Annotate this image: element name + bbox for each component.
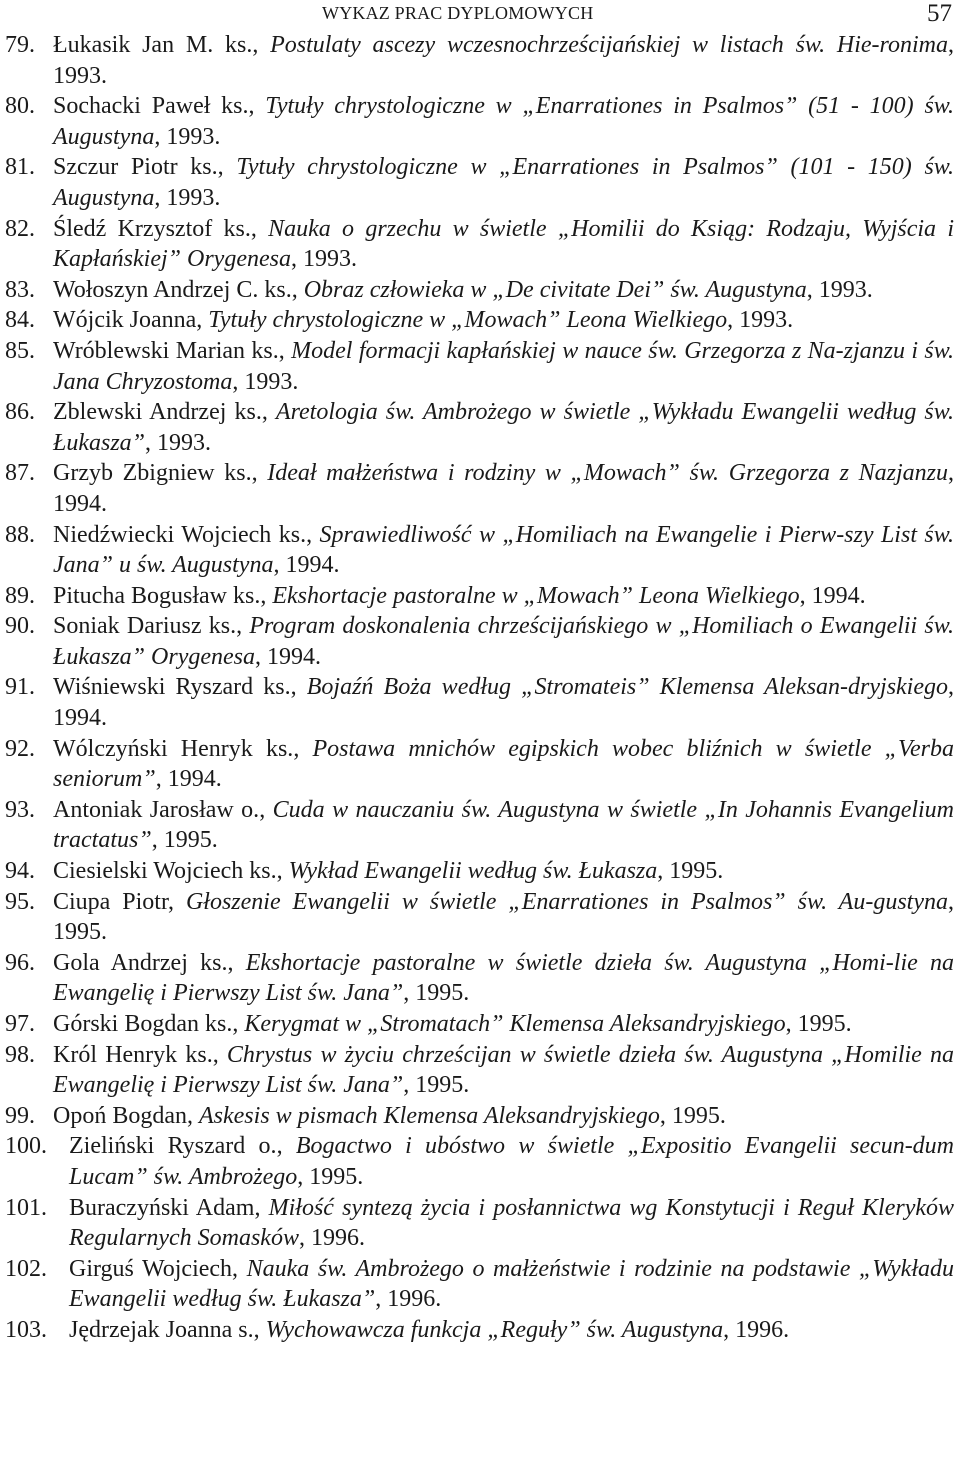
entry-author: Wójcik Joanna [53, 307, 197, 334]
entry-number: 92. [5, 735, 35, 762]
entry-text [53, 611, 960, 672]
entry-title: Głoszenie Ewangelii w świetle „Enarrationes in Psalmos” św. Au-gustyna [185, 888, 948, 915]
entry-author: Wólczyński Henryk ks. [53, 735, 294, 762]
entry-number: 87. [5, 460, 35, 487]
entry-number: 89. [5, 582, 35, 609]
list-item [0, 30, 960, 91]
entry-year: , 1993. [145, 429, 212, 456]
entry-year: , 1995. [403, 1072, 470, 1099]
entry-number: 84. [5, 307, 35, 334]
entry-separator: , [306, 521, 320, 548]
entry-text [53, 397, 960, 458]
entry-separator: , [260, 582, 273, 609]
entry-author: Król Henryk ks. [53, 1041, 213, 1068]
entry-year: , 1995. [53, 888, 954, 946]
list-item [0, 152, 960, 213]
entry-text [53, 856, 960, 887]
entry-author: Opoń Bogdan [53, 1102, 187, 1129]
list-item [0, 795, 960, 856]
entry-number: 100. [5, 1133, 47, 1160]
entry-title: Model formacji kapłańskiej w nauce św. Grzegorza z Na-zjanzu i św. Jana Chryzostoma [53, 337, 955, 395]
entry-title: Bogactwo i ubóstwo w świetle „Expositio Evangelii secun-dum Lucam” św. Ambrożego [69, 1133, 955, 1190]
entry-title: Kerygmat w „Stromatach” Klemensa Aleksandryjskiego [244, 1011, 786, 1037]
entry-title: Ideał małżeństwa i rodziny w „Mowach” św. Grzegorza z Nazjanzu [267, 460, 949, 487]
entry-text [69, 1315, 960, 1346]
entry-author: Śledź Krzysztof ks. [53, 215, 251, 242]
entry-number: 83. [5, 276, 35, 303]
entry-separator: , [187, 1102, 199, 1129]
entry-author: Wiśniewski Ryszard ks. [53, 674, 291, 701]
entry-separator: , [253, 1316, 266, 1343]
entry-text [53, 91, 960, 152]
entry-separator: , [293, 735, 313, 762]
thesis-list [0, 30, 960, 1346]
entry-year: , 1993. [154, 123, 221, 150]
entry-year: , 1995. [151, 827, 218, 854]
entry-year: , 1996. [298, 1225, 365, 1252]
entry-author: Soniak Dariusz ks. [53, 613, 237, 640]
entry-text [53, 214, 960, 275]
entry-title: Miłość syntezą życia i posłannictwa wg Konstytucji i Reguł Kleryków Regularnych Somasków [69, 1194, 955, 1252]
list-item [0, 1254, 960, 1315]
entry-number: 86. [5, 399, 35, 426]
entry-separator: , [259, 796, 273, 823]
entry-title: Sprawiedliwość w „Homiliach na Ewangelie i Pierw-szy List św. Jana” u św. Augustyna [53, 521, 954, 579]
entry-number: 97. [5, 1011, 35, 1037]
list-item [0, 1193, 960, 1254]
entry-author: Antoniak Jarosław o. [53, 796, 260, 823]
entry-title: Tytuły chrystologiczne w „Enarrationes in Psalmos” (101 - 150) św. Augustyna [53, 154, 955, 211]
entry-number: 96. [5, 949, 35, 976]
entry-separator: , [217, 154, 237, 181]
entry-separator: , [290, 674, 307, 701]
entry-year: , 1994. [53, 674, 955, 732]
entry-title: Wykład Ewangelii według św. Łukasza [288, 858, 658, 885]
entry-year: , 1994. [255, 643, 321, 670]
entry-text [53, 458, 960, 519]
list-item [0, 611, 960, 672]
entry-text [53, 1009, 960, 1040]
entry-separator: , [276, 858, 289, 885]
entry-author: Wróblewski Marian ks. [53, 337, 279, 364]
entry-year: , 1994. [273, 552, 340, 579]
entry-year: , 1996. [375, 1286, 442, 1313]
entry-separator: , [291, 276, 304, 303]
entry-title: Cuda w nauczaniu św. Augustyna w świetle „In Johannis Evangelium tractatus” [53, 796, 955, 854]
entry-number: 82. [5, 215, 35, 242]
list-item [0, 520, 960, 581]
entry-separator: , [232, 1011, 245, 1037]
entry-separator: , [250, 215, 269, 242]
entry-author: Zieliński Ryszard o. [69, 1133, 277, 1160]
entry-separator: , [232, 1255, 247, 1282]
entry-year: , 1993. [806, 276, 873, 303]
entry-text [53, 336, 960, 397]
entry-year: , 1993. [232, 368, 299, 395]
entry-author: Grzyb Zbigniew ks. [53, 460, 252, 487]
entry-number: 94. [5, 858, 35, 885]
entry-text [69, 1193, 960, 1254]
entry-text [53, 887, 960, 948]
entry-title: Postulaty ascezy wczesnochrześcijańskiej w listach św. Hie-ronima [270, 32, 949, 58]
list-item [0, 672, 960, 733]
entry-separator: , [236, 613, 250, 640]
entry-year: , 1995. [659, 1102, 726, 1129]
entry-title: Wychowawcza funkcja „Reguły” św. Augustyna [265, 1316, 724, 1343]
entry-text [53, 305, 960, 336]
list-item [0, 1315, 960, 1346]
entry-number: 99. [5, 1102, 35, 1129]
entry-title: Postawa mnichów egipskich wobec bliźnich w świetle „Verba seniorum” [53, 735, 955, 793]
entry-separator: , [227, 949, 246, 976]
entry-number: 85. [5, 337, 35, 364]
entry-number: 80. [5, 93, 35, 120]
entry-title: Program doskonalenia chrześcijańskiego w „Homiliach o Ewangelii św. Łukasza” Orygenesa [53, 613, 955, 670]
entry-number: 91. [5, 674, 35, 701]
entry-title: Ekshortacje pastoralne w świetle dzieła św. Augustyna „Homi-lie na Ewangelię i Pierwszy List św. Jana” [53, 949, 955, 1007]
entry-number: 81. [5, 154, 35, 181]
entry-number: 95. [5, 888, 35, 915]
entry-separator: , [252, 32, 271, 58]
entry-separator: , [168, 888, 186, 915]
entry-text [69, 1254, 960, 1315]
entry-number: 88. [5, 521, 35, 548]
entry-author: Ciupa Piotr [53, 888, 168, 915]
entry-separator: , [278, 337, 292, 364]
entry-year: , 1994. [53, 460, 955, 517]
list-item [0, 1101, 960, 1132]
entry-year: , 1993. [53, 32, 955, 89]
entry-text [53, 581, 960, 612]
entry-text [53, 948, 960, 1009]
entry-text [53, 672, 960, 733]
entry-separator: , [212, 1041, 227, 1068]
list-item [0, 1009, 960, 1040]
entry-number: 90. [5, 613, 35, 640]
entry-author: Szczur Piotr ks. [53, 154, 218, 181]
entry-text [53, 30, 960, 91]
entry-number: 103. [5, 1316, 47, 1343]
entry-author: Wołoszyn Andrzej C. ks. [53, 276, 292, 303]
page-header [0, 0, 960, 30]
entry-separator: , [251, 460, 268, 487]
list-item [0, 397, 960, 458]
entry-year: , 1995. [657, 858, 724, 885]
entry-text [53, 795, 960, 856]
entry-year: , 1993. [727, 307, 794, 334]
entry-author: Sochacki Paweł ks. [53, 93, 249, 120]
entry-author: Gola Andrzej ks. [53, 949, 228, 976]
entry-title: Aretologia św. Ambrożego w świetle „Wykładu Ewangelii według św. Łukasza” [53, 399, 954, 456]
entry-text [53, 275, 960, 306]
entry-author: Ciesielski Wojciech ks. [53, 858, 277, 885]
entry-number: 79. [5, 32, 35, 58]
entry-separator: , [254, 1194, 269, 1221]
entry-text [53, 152, 960, 213]
entry-year: , 1996. [723, 1316, 790, 1343]
list-item [0, 581, 960, 612]
entry-text [53, 520, 960, 581]
entry-author: Zblewski Andrzej ks. [53, 399, 262, 426]
list-item [0, 887, 960, 948]
entry-author: Łukasik Jan M. ks. [53, 32, 253, 58]
list-item [0, 734, 960, 795]
entry-title: Bojaźń Boża według „Stromateis” Klemensa Aleksan-dryjskiego [306, 674, 949, 701]
entry-year: , 1993. [290, 246, 357, 273]
list-item [0, 91, 960, 152]
entry-separator: , [248, 93, 266, 120]
entry-year: , 1995. [785, 1011, 852, 1037]
entry-author: Górski Bogdan ks. [53, 1011, 233, 1037]
page-number: 57 [927, 0, 952, 27]
entry-text [69, 1131, 960, 1192]
entry-title: Askesis w pismach Klemensa Aleksandryjskiego [199, 1102, 660, 1129]
list-item [0, 856, 960, 887]
list-item [0, 214, 960, 275]
running-title: WYKAZ PRAC DYPLOMOWYCH [322, 3, 594, 23]
entry-title: Tytuły chrystologiczne w „Enarrationes in Psalmos” (51 - 100) św. Augustyna [53, 93, 955, 150]
list-item [0, 275, 960, 306]
list-item [0, 458, 960, 519]
entry-title: Nauka o grzechu w świetle „Homilii do Ksiąg: Rodzaju, Wyjścia i Kapłańskiej” Orygenesa [53, 215, 954, 273]
entry-text [53, 1040, 960, 1101]
entry-title: Obraz człowieka w „De civitate Dei” św. Augustyna [303, 276, 807, 303]
entry-number: 93. [5, 796, 35, 823]
list-item [0, 336, 960, 397]
entry-year: , 1994. [799, 582, 866, 609]
list-item [0, 1040, 960, 1101]
entry-title: Nauka św. Ambrożego o małżeństwie i rodzinie na podstawie „Wykładu Ewangelii według św. Łukasza” [69, 1255, 955, 1313]
entry-author: Buraczyński Adam [69, 1194, 255, 1221]
entry-number: 98. [5, 1041, 35, 1068]
entry-year: , 1994. [155, 766, 222, 793]
entry-text [53, 734, 960, 795]
entry-year: , 1995. [403, 980, 470, 1007]
list-item [0, 948, 960, 1009]
entry-author: Jędrzejak Joanna s. [69, 1316, 254, 1343]
entry-title: Tytuły chrystologiczne w „Mowach” Leona Wielkiego [208, 307, 728, 334]
entry-year: , 1993. [154, 184, 221, 211]
entry-author: Girguś Wojciech [69, 1255, 233, 1282]
entry-author: Niedźwiecki Wojciech ks. [53, 521, 307, 548]
entry-text [53, 1101, 960, 1132]
entry-author: Pitucha Bogusław ks. [53, 582, 261, 609]
entry-number: 101. [5, 1194, 47, 1221]
entry-title: Chrystus w życiu chrześcijan w świetle dzieła św. Augustyna „Homilie na Ewangelię i Pierwszy List św. Jana” [53, 1041, 955, 1099]
entry-year: , 1995. [297, 1163, 364, 1190]
entry-title: Ekshortacje pastoralne w „Mowach” Leona Wielkiego [272, 582, 800, 609]
entry-separator: , [196, 307, 209, 334]
entry-separator: , [276, 1133, 296, 1160]
entry-number: 102. [5, 1255, 47, 1282]
list-item [0, 305, 960, 336]
list-item [0, 1131, 960, 1192]
entry-separator: , [261, 399, 276, 426]
